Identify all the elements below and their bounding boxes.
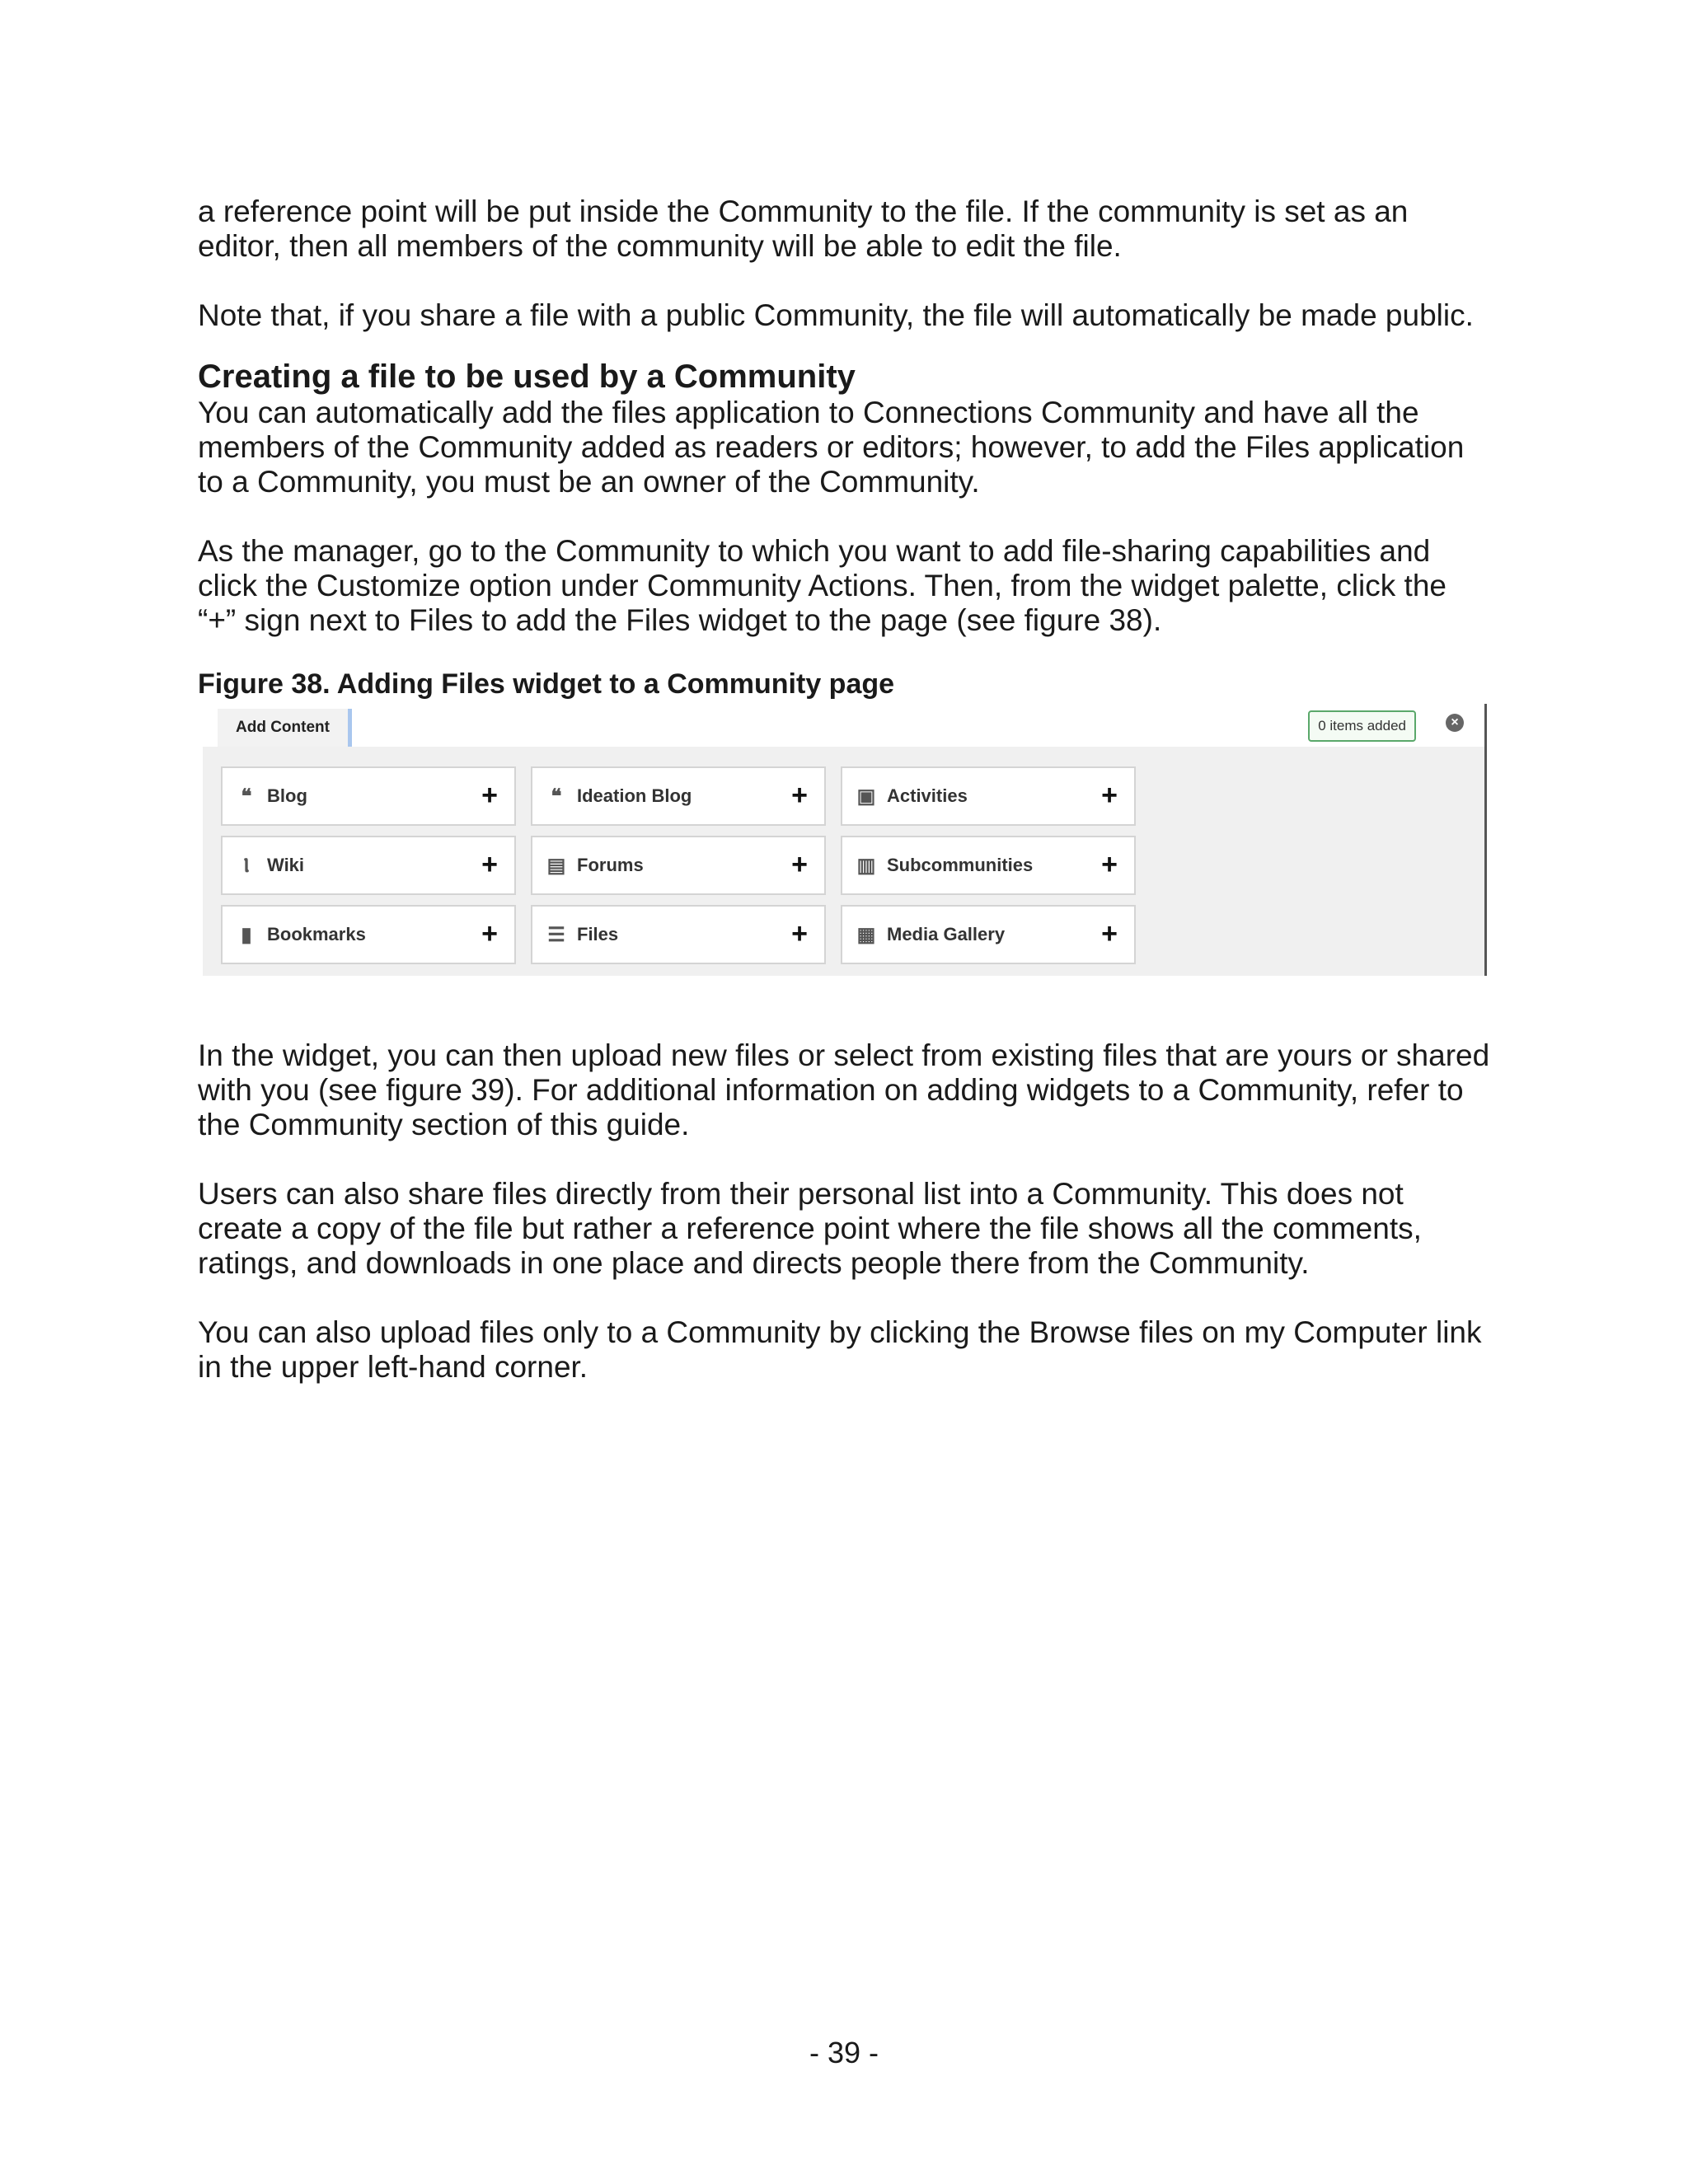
add-widget-plus-icon[interactable]: + [481, 918, 498, 949]
widget-tile-label: Media Gallery [887, 924, 1006, 944]
files-icon: ☰ [547, 924, 565, 946]
forum-icon: ▤ [546, 855, 566, 877]
paragraph-owner-requirement: You can automatically add the files application to Connections Community and have all the members of the Community added as readers or editors; however, to add the Files application to a Community, you must be an owner of the Community. [198, 396, 1465, 499]
subcommunities-icon: ▥ [856, 855, 876, 877]
items-added-badge: 0 items added [1308, 710, 1416, 742]
add-widget-plus-icon[interactable]: + [481, 849, 498, 880]
paragraph-public-note: Note that, if you share a file with a public Community, the file will automatically be made public. [198, 298, 1474, 332]
wiki-icon: Ⲓ [243, 855, 250, 877]
close-icon[interactable]: × [1446, 714, 1464, 732]
paragraph-reference-point: a reference point will be put inside the Community to the file. If the community is set as an editor, then all members of the community will be able to edit the file. [198, 194, 1409, 263]
paragraph-manager-steps: As the manager, go to the Community to which you want to add file-sharing capabilities and click the Customize option under Community Actions. Then, from the widget palette, click the “+” sign next to Files to add the Files widget to the page (see figure 38). [198, 534, 1447, 637]
widget-tile[interactable] [221, 766, 516, 826]
quote-icon: ❝ [241, 785, 252, 808]
widget-tile[interactable] [841, 905, 1136, 964]
paragraph-browse-upload: You can also upload files only to a Community by clicking the Browse files on my Computer link in the upper left-hand corner. [198, 1315, 1482, 1384]
paragraph-share-directly: Users can also share files directly from their personal list into a Community. This does not create a copy of the file but rather a reference point where the file shows all the comments, ratings, and downloads in one place and directs people there from the Community. [198, 1177, 1422, 1280]
widget-tile[interactable] [531, 905, 826, 964]
add-widget-plus-icon[interactable]: + [1101, 918, 1118, 949]
widget-tile-label: Wiki [267, 855, 305, 875]
add-widget-plus-icon[interactable]: + [791, 849, 808, 880]
widget-tile[interactable] [221, 905, 516, 964]
widget-tile-label: Files [577, 924, 619, 944]
widget-tile-label: Blog [267, 785, 307, 806]
palette-header [203, 704, 1487, 747]
add-widget-plus-icon[interactable]: + [1101, 849, 1118, 880]
add-content-tab[interactable]: Add Content [218, 709, 352, 747]
widget-tile-label: Activities [887, 785, 968, 806]
briefcase-icon: ▣ [856, 785, 876, 808]
widget-palette-figure [198, 704, 1492, 976]
add-widget-plus-icon[interactable]: + [791, 780, 808, 811]
widget-tile-label: Bookmarks [267, 924, 366, 944]
palette-edge [1484, 704, 1487, 976]
bookmark-icon: ▮ [241, 924, 252, 946]
figure-caption: Figure 38. Adding Files widget to a Community page [198, 668, 895, 700]
add-widget-plus-icon[interactable]: + [1101, 780, 1118, 811]
widget-tile[interactable] [531, 766, 826, 826]
paragraph-widget-upload: In the widget, you can then upload new files or select from existing files that are yours or shared with you (see figure 39). For additional information on adding widgets to a Community, refer to the Community section of this guide. [198, 1038, 1490, 1141]
widget-tile-label: Ideation Blog [577, 785, 692, 806]
widget-tile-label: Forums [577, 855, 644, 875]
add-widget-plus-icon[interactable]: + [481, 780, 498, 811]
widget-tile[interactable] [221, 836, 516, 895]
widget-tile[interactable] [841, 766, 1136, 826]
widget-tile-label: Subcommunities [887, 855, 1034, 875]
widget-tile[interactable] [531, 836, 826, 895]
widget-tile[interactable] [841, 836, 1136, 895]
widget-tray [203, 747, 1484, 976]
document-page [198, 194, 1492, 1385]
media-gallery-icon: ▦ [856, 924, 876, 946]
section-heading: Creating a file to be used by a Community [198, 359, 856, 395]
add-widget-plus-icon[interactable]: + [791, 918, 808, 949]
quote-icon: ❝ [551, 785, 562, 808]
page-number: - 39 - [809, 2036, 879, 2069]
